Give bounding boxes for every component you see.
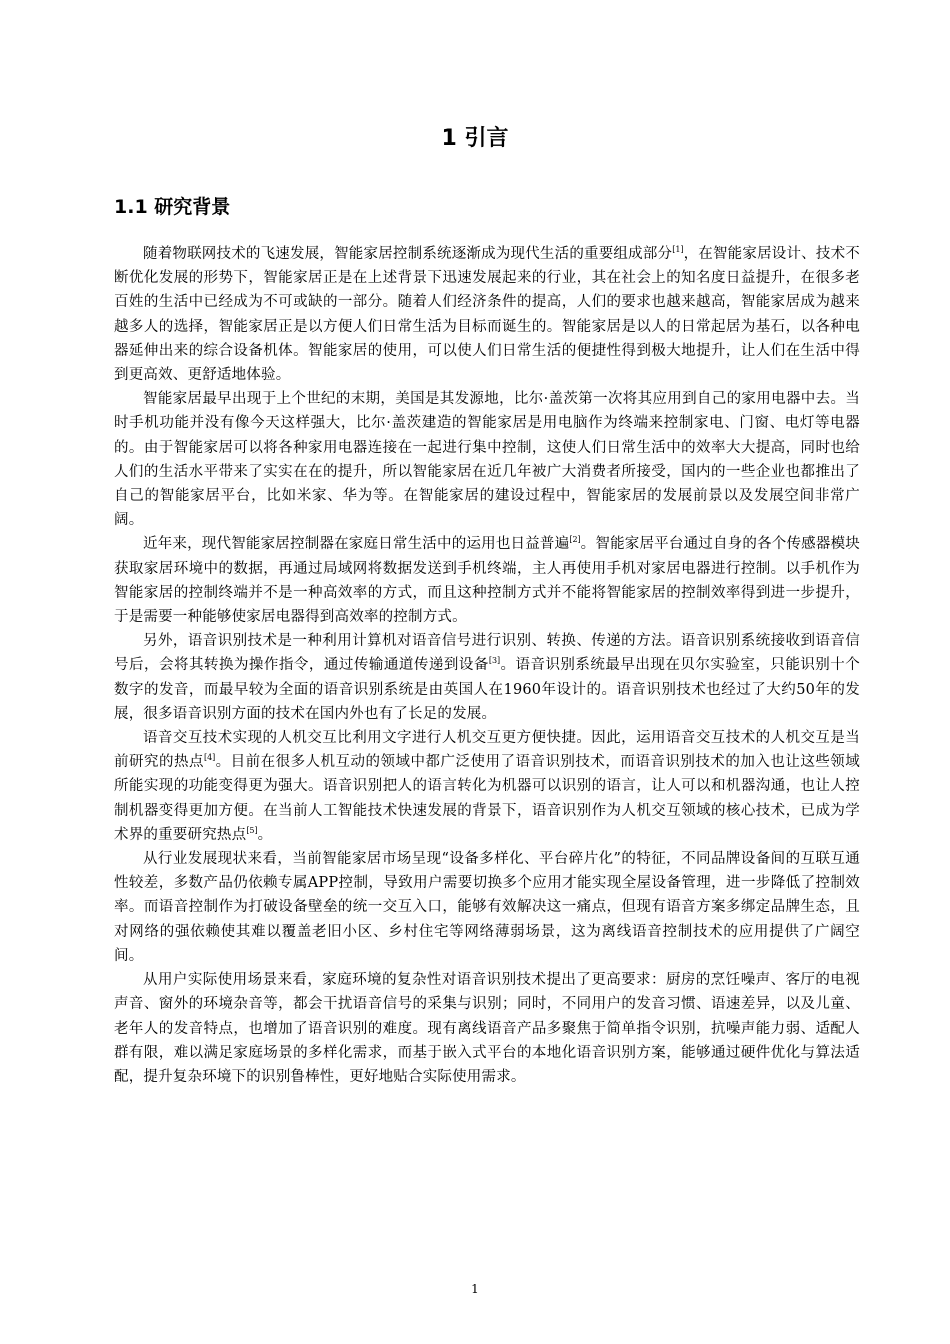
page-number: 1 <box>471 1282 479 1296</box>
body-text <box>114 242 860 1089</box>
paragraph-text: 从用户实际使用场景来看，家庭环境的复杂性对语音识别技术提出了更高要求：厨房的烹饪噪声、客厅的电视声音、窗外的环境杂音等，都会干扰语音信号的采集与识别；同时，不同用户的发音习惯、语速差异，以及儿童、老年人的发音特点，也增加了语音识别的难度。现有离线语音产品多聚焦于简单指令识别，抗噪声能力弱、适配人群有限，难以满足家庭场景的多样化需求，而基于嵌入式平台的本地化语音识别方案，能够通过硬件优化与算法适配，提升复杂环境下的识别鲁棒性，更好地贴合实际使用需求。 <box>114 972 860 1085</box>
paragraph-text: 从行业发展现状来看，当前智能家居市场呈现“设备多样化、平台碎片化”的特征，不同品牌设备间的互联互通性较差，多数产品仍依赖专属APP控制，导致用户需要切换多个应用才能实现全屋设备管理，进一步降低了控制效率。而语音控制作为打破设备壁垒的统一交互入口，能够有效解决这一痛点，但现有语音方案多绑定品牌生态，且对网络的强依赖使其难以覆盖老旧小区、乡村住宅等网络薄弱场景，这为离线语音控制技术的应用提供了广阔空间。 <box>114 851 860 964</box>
paragraph-text: 。智能家居平台通过自身的各个传感器模块获取家居环境中的数据，再通过局域网将数据发送到手机终端，主人再使用手机对家居电器进行控制。以手机作为智能家居的控制终端并不是一种高效率的方式，而且这种控制方式并不能将智能家居的控制效率得到进一步提升，于是需要一种能够使家居电器得到高效率的控制方式。 <box>114 536 860 626</box>
citation: [1] <box>672 245 684 254</box>
paragraph-text: 。语音识别系统最早出现在贝尔实验室，只能识别十个数字的发音，而最早较为全面的语音识别系统是由英国人在1960年设计的。语音识别技术也经过了大约50年的发展，很多语音识别方面的技术在国内外也有了长足的发展。 <box>114 657 860 722</box>
paragraph-text: 近年来，现代智能家居控制器在家庭日常生活中的运用也日益普遍 <box>143 536 570 553</box>
paragraph-text: 智能家居最早出现于上个世纪的末期，美国是其发源地，比尔·盖茨第一次将其应用到自己的家用电器中去。当时手机功能并没有像今天这样强大，比尔·盖茨建造的智能家居是用电脑作为终端来控制家电、门窗、电灯等电器的。由于智能家居可以将各种家用电器连接在一起进行集中控制，这使人们日常生活中的效率大大提高，同时也给人们的生活水平带来了实实在在的提升，所以智能家居在近几年被广大消费者所接受，国内的一些企业也都推出了自己的智能家居平台，比如米家、华为等。在智能家居的建设过程中，智能家居的发展前景以及发展空间非常广阔。 <box>114 391 860 529</box>
paragraph-text: ，在智能家居设计、技术不断优化发展的形势下，智能家居正是在上述背景下迅速发展起来的行业，其在社会上的知名度日益提升，在很多老百姓的生活中已经成为不可或缺的一部分。随着人们经济条件的提高，人们的要求也越来越高，智能家居成为越来越多人的选择，智能家居正是以方便人们日常生活为目标而诞生的。智能家居是以人的日常起居为基石，以各种电器延伸出来的综合设备机体。智能家居的使用，可以使人们日常生活的便捷性得到极大地提升，让人们在生活中得到更高效、更舒适地体验。 <box>114 246 860 384</box>
paragraph-text: 语音交互技术实现的人机交互比利用文字进行人机交互更方便快捷。因此，运用语音交互技术的人机交互是当前研究的热点 <box>114 730 860 771</box>
citation: [3] <box>488 656 501 666</box>
paragraph-text: 。目前在很多人机互动的领域中都广泛使用了语音识别技术，而语音识别技术的加入也让这些领域所能实现的功能变得更为强大。语音识别把人的语言转化为机器可以识别的语言，让人可以和机器沟通，也让人控制机器变得更加方便。在当前人工智能技术快速发展的背景下，语音识别作为人机交互领域的核心技术，已成为学术界的重要研究热点 <box>114 754 860 843</box>
citation: [5] <box>246 825 258 835</box>
paragraph-text: 另外，语音识别技术是一种利用计算机对语音信号进行识别、转换、传递的方法。语音识别系统接收到语音信号后，会将其转换为操作指令，通过传输通道传递到设备 <box>114 633 860 674</box>
paragraph <box>114 242 860 387</box>
chapter-title: 1 引言 <box>441 126 509 151</box>
paragraph <box>114 726 860 847</box>
section-title: 1.1 研究背景 <box>114 196 231 218</box>
paragraph <box>114 968 860 1089</box>
paragraph <box>114 532 860 629</box>
paragraph-text: 随着物联网技术的飞速发展，智能家居控制系统逐渐成为现代生活的重要组成部分 <box>143 246 673 262</box>
citation: [4] <box>203 753 216 763</box>
paragraph-text: 。 <box>257 826 273 843</box>
paragraph <box>114 629 860 726</box>
citation: [2] <box>569 535 581 545</box>
paragraph <box>114 847 860 968</box>
paragraph <box>114 387 860 532</box>
